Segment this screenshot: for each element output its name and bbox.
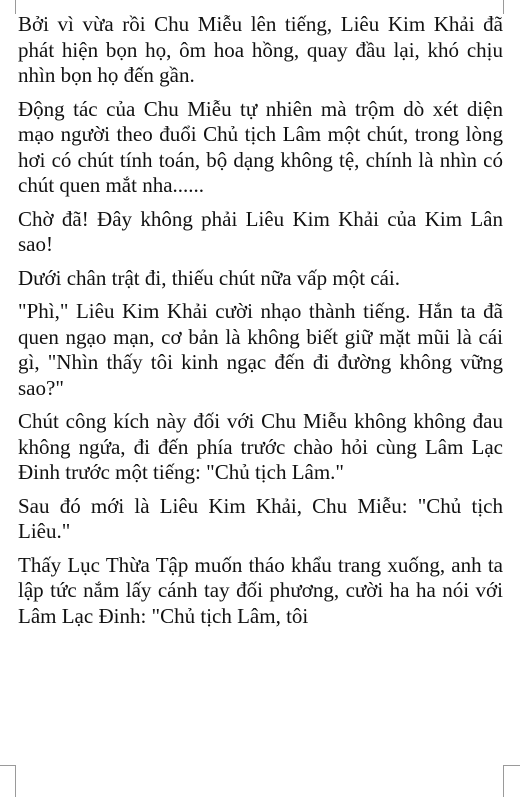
crop-mark-top-right bbox=[503, 0, 504, 14]
paragraph: "Phì," Liêu Kim Khải cười nhạo thành tiếng. Hắn ta đã quen ngạo mạn, cơ bản là không biết giữ mặt mũi là cái gì, "Nhìn thấy tôi kinh ngạc đến đi đường không vững sao?" bbox=[18, 299, 503, 400]
paragraph: Sau đó mới là Liêu Kim Khải, Chu Miễu: "Chủ tịch Liêu." bbox=[18, 493, 503, 543]
paragraph: Bởi vì vừa rồi Chu Miễu lên tiếng, Liêu Kim Khải đã phát hiện bọn họ, ôm hoa hồng, quay đầu lại, khó chịu nhìn bọn họ đến gần. bbox=[18, 12, 503, 87]
paragraph: Chờ đã! Đây không phải Liêu Kim Khải của Kim Lân sao! bbox=[18, 206, 503, 256]
crop-mark-bottom-left-vertical bbox=[15, 765, 16, 797]
document-body bbox=[18, 12, 503, 637]
paragraph: Dưới chân trật đi, thiếu chút nữa vấp một cái. bbox=[18, 265, 401, 290]
crop-mark-bottom-right-vertical bbox=[503, 765, 504, 797]
paragraph: Chút công kích này đối với Chu Miễu không không đau không ngứa, đi đến phía trước chào hỏi cùng Lâm Lạc Đinh trước một tiếng: "Chủ tịch Lâm." bbox=[18, 409, 503, 484]
crop-mark-bottom-left-horizontal bbox=[0, 765, 15, 766]
paragraph: Thấy Lục Thừa Tập muốn tháo khẩu trang xuống, anh ta lập tức nắm lấy cánh tay đối phương, cười ha ha nói với Lâm Lạc Đinh: "Chủ tịch Lâm, tôi bbox=[18, 552, 503, 628]
crop-mark-bottom-right-horizontal bbox=[504, 765, 520, 766]
crop-mark-top-left bbox=[15, 0, 16, 14]
paragraph: Động tác của Chu Miễu tự nhiên mà trộm dò xét diện mạo người theo đuổi Chủ tịch Lâm một chút, trong lòng hơi có chút tính toán, bộ dạng không tệ, chính là nhìn có chút quen mắt nha...... bbox=[18, 96, 503, 197]
